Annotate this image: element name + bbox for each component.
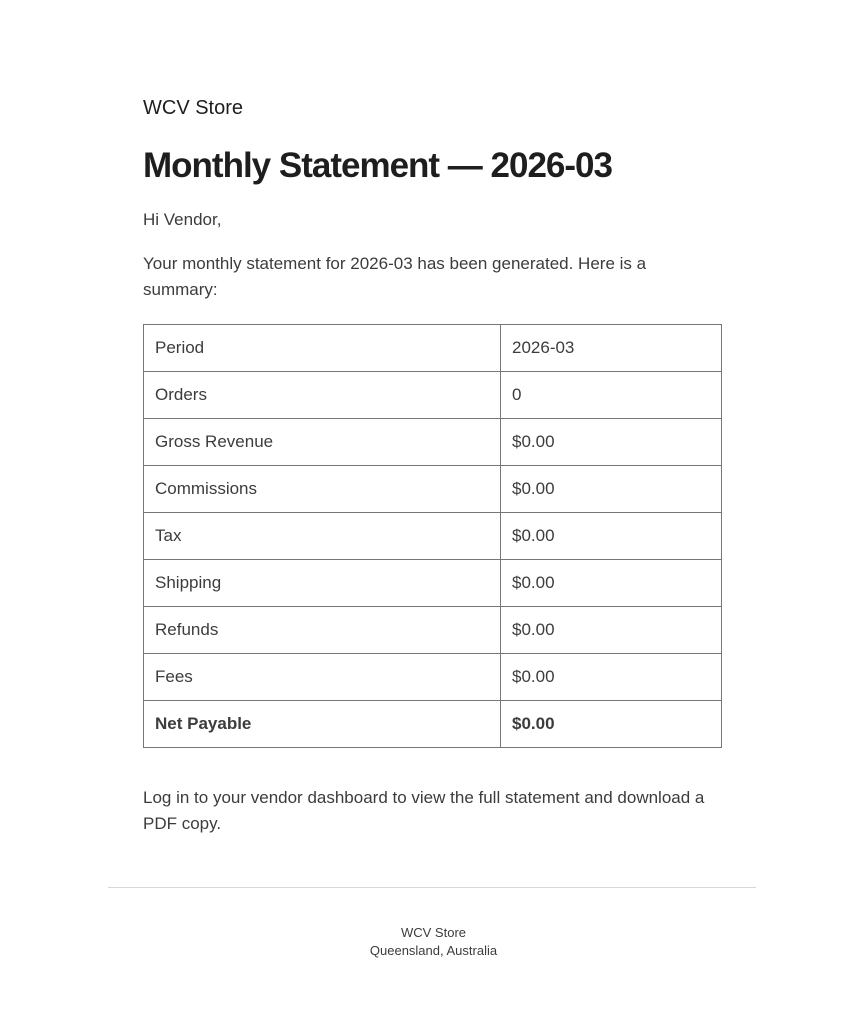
store-name: WCV Store: [143, 97, 244, 119]
row-label: Commissions: [144, 466, 501, 513]
row-value: 0: [501, 372, 722, 419]
row-label: Shipping: [144, 560, 501, 607]
net-payable-value: $0.00: [501, 701, 722, 748]
table-row: [144, 466, 722, 513]
intro-text: Your monthly statement for 2026-03 has been generated. Here is a summary:: [143, 254, 647, 299]
greeting: Hi Vendor,: [143, 210, 222, 229]
row-value: $0.00: [501, 607, 722, 654]
outro-text: Log in to your vendor dashboard to view the full statement and download a PDF copy.: [143, 788, 705, 833]
statement-summary-table: [143, 324, 722, 748]
table-row: [144, 372, 722, 419]
statement-title: Monthly Statement — 2026-03: [143, 146, 612, 185]
footer-store-name: WCV Store: [400, 925, 466, 940]
row-label: Tax: [144, 513, 501, 560]
table-row: [144, 419, 722, 466]
row-label: Gross Revenue: [144, 419, 501, 466]
row-label: Orders: [144, 372, 501, 419]
net-payable-row: [144, 701, 722, 748]
footer-location: Queensland, Australia: [369, 943, 498, 958]
row-label: Period: [144, 325, 501, 372]
table-row: [144, 325, 722, 372]
table-row: [144, 560, 722, 607]
row-label: Refunds: [144, 607, 501, 654]
row-value: $0.00: [501, 419, 722, 466]
row-value: $0.00: [501, 466, 722, 513]
row-value: 2026-03: [501, 325, 722, 372]
row-value: $0.00: [501, 513, 722, 560]
table-row: [144, 513, 722, 560]
row-value: $0.00: [501, 654, 722, 701]
table-row: [144, 607, 722, 654]
row-value: $0.00: [501, 560, 722, 607]
footer: [0, 924, 867, 960]
net-payable-label: Net Payable: [144, 701, 501, 748]
footer-divider: [108, 887, 756, 888]
table-row: [144, 654, 722, 701]
row-label: Fees: [144, 654, 501, 701]
